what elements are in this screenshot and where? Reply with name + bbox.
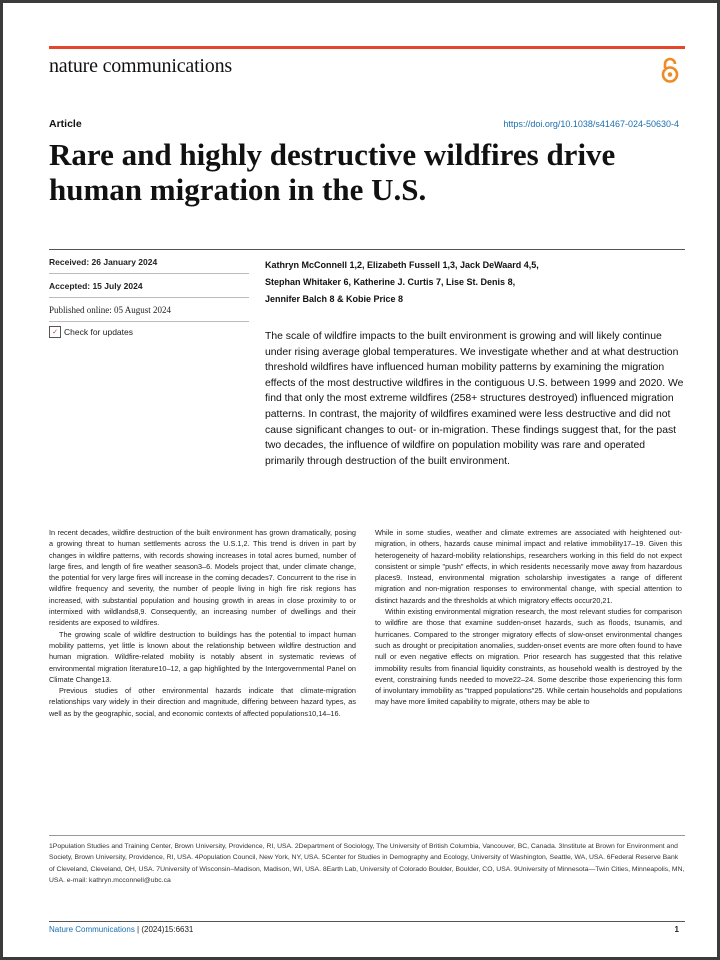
article-page [3, 3, 717, 957]
affiliation-text: 1Population Studies and Training Center, Brown University, Providence, RI, USA. 2Department of Sociology, The University of British Columbia, Vancouver, BC, Canada. 3Institute at Brown for Environment and Society, Brown University, Providence, RI, USA. 4Population Council, New York, NY, USA. 5Center for Studies in Demography and Ecology, University of Washington, Seattle, WA, USA. 6Federal Reserve Bank of Cleveland, Cleveland, OH, USA. 7University of Wisconsin–Madison, Madison, WI, USA. 8Earth Lab, University of Colorado Boulder, Boulder, CO, USA. 9University of Minnesota—Twin Cities, Minneapolis, MN, USA. [49, 843, 685, 885]
title-divider [49, 249, 685, 250]
footnote-divider [49, 835, 685, 836]
accepted-date: Accepted: 15 July 2024 [49, 281, 143, 291]
email-address[interactable]: e-mail: kathryn.mcconnell@ubc.ca [66, 877, 171, 885]
check-for-updates-label: Check for updates [64, 327, 133, 337]
footer-volume: | (2024)15:6631 [134, 925, 194, 934]
check-for-updates-button[interactable] [49, 326, 133, 338]
published-date: Published online: 05 August 2024 [49, 305, 172, 315]
article-type: Article [49, 118, 82, 130]
paragraph: The growing scale of wildfire destruction to buildings has the potential to impact human mobility patterns, yet little is known about the relationship between wildfire destruction and human migration. Wildfire-related mobility is notably absent in systematic reviews of environmental migration literature10–12, a gap highlighted by the Intergovernmental Panel on Climate Change13. [49, 629, 356, 684]
page-number: 1 [674, 925, 679, 934]
author-line: Kathryn McConnell 1,2, Elizabeth Fussell 1,3, Jack DeWaard 4,5, [265, 260, 539, 270]
paragraph: Previous studies of other environmental hazards indicate that climate-migration relationships vary widely in their direction and magnitude, differing between hazard types, as well as by the geographic, social, and economic contexts of affected populations10,14–16. [49, 686, 356, 718]
title-line: human migration in the U.S. [49, 172, 427, 207]
author-line: Jennifer Balch 8 & Kobie Price 8 [265, 294, 404, 304]
author-list [265, 257, 685, 308]
title-line: Rare and highly destructive wildfires drive [49, 137, 616, 172]
paragraph: In recent decades, wildfire destruction of the built environment has grown dramatically, posing a growing threat to human settlements across the U.S.1,2. This trend is driven in part by changes in wildfire patterns, with records showing increases in total acres burned, number of large fires, and length of fire weather season3–6. Models project that, under climate change, the potential for very large fires will increase in the coming decades7. Concurrent to the rise in wildfire frequency and severity, the number of people living in high fire risk regions has increased, with substantial population and housing growth in areas in close proximity to or intermixed with wildlands8,9. Consequently, an increasing number of dwellings and their residents are exposed to wildfires. [49, 528, 356, 628]
received-date: Received: 26 January 2024 [49, 257, 158, 267]
doi-link[interactable]: https://doi.org/10.1038/s41467-024-50630-4 [503, 119, 679, 129]
open-access-icon [659, 56, 681, 84]
article-title [49, 137, 679, 207]
author-line: Stephan Whitaker 6, Katherine J. Curtis 7, Lise St. Denis 8, [265, 277, 516, 287]
abstract: The scale of wildfire impacts to the built environment is growing and will likely continue under rising average global temperatures. We investigate whether and at what destruction threshold wildfires have influenced human mobility patterns by examining the migration effects of the most destructive wildfires in the contiguous U.S. between 1999 and 2020. We find that only the most extreme wildfires (258+ structures destroyed) influenced migration patterns. In contrast, the majority of wildfires examined were less destructive and did not cause significant changes to out- or in-migration. These findings suggest that, for the past two decades, the influence of wildfire on population mobility was rare and operated primarily through destruction of the built environment. [265, 331, 684, 467]
body-column-right [375, 527, 682, 708]
body-column-left [49, 527, 356, 719]
footer-citation [49, 925, 193, 934]
footer-divider [49, 921, 685, 922]
meta-divider [49, 297, 249, 298]
affiliations [49, 841, 685, 887]
paragraph: While in some studies, weather and climate extremes are associated with heightened out-migration, in others, hazards cause minimal impact and relative immobility17–19. Given this heterogeneity of hazard-mobility relationships, researchers working in this field do not expect consistent or simple "push" effects, in which residents necessarily move away from hazardous places9. Instead, environmental migration scholarship investigates a range of different migration and non-migration responses to environmental change, with special attention to distinct hazards and the thresholds at which migratory effects occur20,21. [375, 528, 682, 605]
journal-name: nature communications [49, 55, 232, 77]
meta-divider [49, 273, 249, 274]
header-accent-bar [49, 46, 685, 49]
footer-journal: Nature Communications [49, 925, 135, 934]
meta-divider [49, 321, 249, 322]
paragraph: Within existing environmental migration research, the most relevant studies for comparison to wildfire are those that examine sudden-onset hazards, such as floods, tsunamis, and hurricanes. Compared to the stronger migratory effects of slow-onset environmental changes such as drought or precipitation anomalies, sudden-onset events are more often found to have null or even negative effects on migration. Prior research has suggested that this relative immobility results from financial liquidity constraints, as household wealth is destroyed by the event, constraining funds needed to move22–24. Some describe those experiencing this form of involuntary immobility as "trapped populations"25. While certain households and populations may have more limited capability to migrate, others may be able to [375, 607, 682, 707]
check-for-updates-icon: ✓ [49, 326, 61, 338]
